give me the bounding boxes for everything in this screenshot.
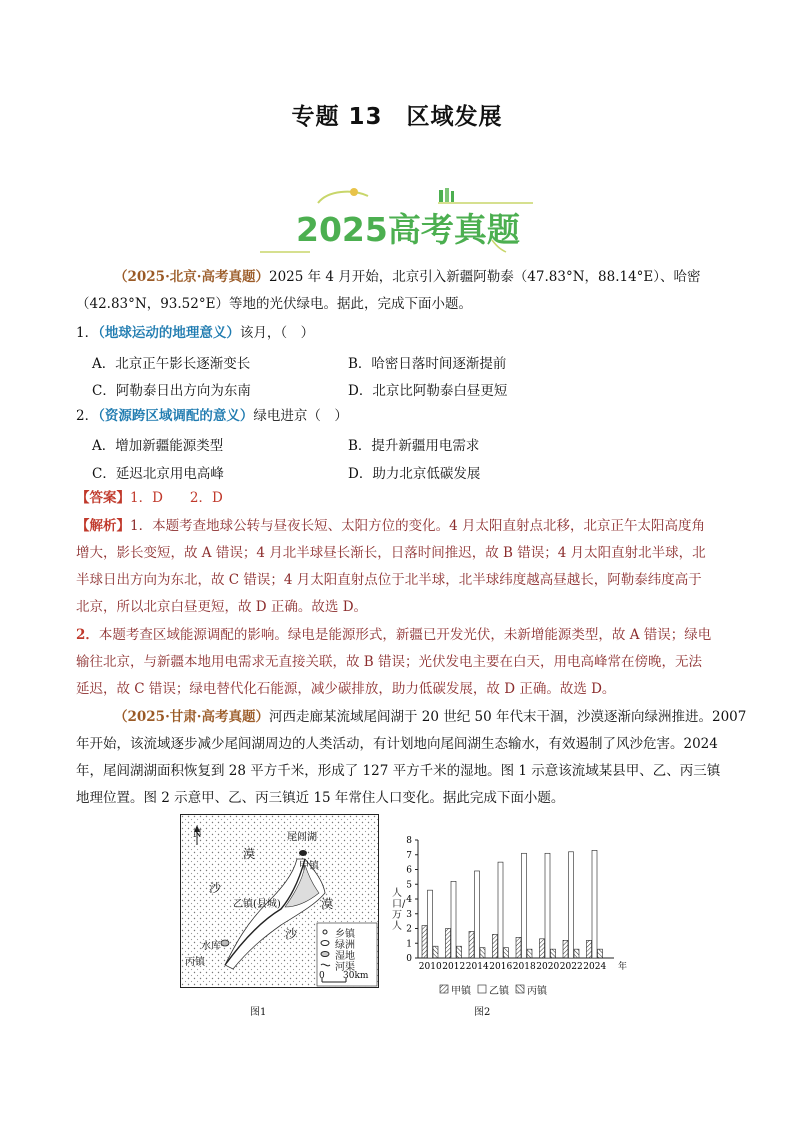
chart-legend-yi: 乙镇 <box>489 986 509 997</box>
chart-x-tick-label: 2014 <box>465 962 489 972</box>
figure1-map <box>180 814 379 988</box>
bar-yi <box>428 890 433 958</box>
bar-yi <box>592 850 597 958</box>
bar-bing <box>598 949 603 958</box>
map-scale-zero: 0 <box>319 971 325 981</box>
bar-bing <box>551 949 556 958</box>
bar-jia <box>587 940 592 958</box>
chart-x-tick-label: 2010 <box>418 962 442 972</box>
map-legend-town: 乡镇 <box>335 929 355 940</box>
q1-tag: （地球运动的地理意义） <box>98 325 240 341</box>
passage2-line4: 地理位置。图 2 示意甲、乙、丙三镇近 15 年常住人口变化。据此完成下面小题。 <box>76 790 565 806</box>
chart-y-tick-label: 2 <box>406 924 412 935</box>
chart-x-tick-label: 2020 <box>536 962 560 972</box>
map-legend-wetland: 湿地 <box>335 951 355 962</box>
chart-y-tick-label: 6 <box>406 865 412 876</box>
chart-y-tick-label: 7 <box>406 850 412 861</box>
q2-option-b: B．提升新疆用电需求 <box>348 438 480 454</box>
q1-option-c: C．阿勒泰日出方向为东南 <box>92 383 251 399</box>
map-legend-oasis: 绿洲 <box>335 940 355 951</box>
chart-y-tick-label: 0 <box>406 954 412 964</box>
bar-yi <box>569 852 574 958</box>
bar-jia <box>469 931 474 958</box>
q2-tag: （资源跨区域调配的意义） <box>98 408 254 424</box>
banner-text: 2025高考真题 <box>296 210 520 249</box>
q2-option-a: A．增加新疆能源类型 <box>92 438 224 454</box>
analysis-line4: 北京，所以北京白昼更短，故 D 正确。故选 D。 <box>76 599 368 615</box>
answer-label: 【答案】 <box>76 490 130 506</box>
analysis-num-2: 2． <box>76 627 99 643</box>
analysis-line6: 输往北京，与新疆本地用电需求无直接关联，故 B 错误；光伏发电主要在白天，用电高峰常在傍晚，无法 <box>76 654 703 670</box>
q1-option-b: B．哈密日落时间逐渐提前 <box>348 356 507 372</box>
bar-bing <box>457 946 462 958</box>
map-desert-label-4: 沙 <box>285 927 298 941</box>
bar-bing <box>504 948 509 958</box>
chart-x-tick-label: 2018 <box>512 962 536 972</box>
chart-legend-swatch <box>478 985 486 993</box>
chart-y-tick-label: 5 <box>406 880 412 891</box>
question-2 <box>76 407 348 425</box>
map-desert-label-3: 漠 <box>321 897 334 911</box>
chart-legend-jia: 甲镇 <box>451 986 471 997</box>
analysis-line1 <box>76 517 705 535</box>
answer <box>76 489 223 507</box>
passage1-line1 <box>114 268 701 286</box>
question-1 <box>76 324 314 342</box>
chart-ylabel: 人口/万人 <box>392 888 406 932</box>
chart-x-tick-label: 2012 <box>442 962 466 972</box>
map-bing-label: 丙镇 <box>185 957 205 968</box>
chart-x-tick-label: 2016 <box>489 962 513 972</box>
reservoir-symbol <box>221 940 229 946</box>
map-desert-label-1: 漠 <box>243 847 256 861</box>
bar-bing <box>527 949 532 958</box>
analysis-line3: 半球日出方向为东北，故 C 错误；4 月太阳直射点位于北半球，北半球纬度越高昼越长，阿勒泰纬度高于 <box>76 572 702 588</box>
analysis-line2: 增大，影长变短，故 A 错误；4 月北半球昼长渐长，日落时间推迟，故 B 错误；4 月太阳直射北半球，北 <box>76 545 706 561</box>
chart-legend-swatch <box>440 985 448 993</box>
passage1-text: 2025 年 4 月开始，北京引入新疆阿勒泰（47.83°N，88.14°E）、哈密 <box>268 269 701 285</box>
figure2-caption: 图2 <box>474 1007 491 1018</box>
q2-number: 2． <box>76 408 99 424</box>
analysis-line5 <box>76 626 711 644</box>
bar-jia <box>493 934 498 958</box>
chart-legend-bing: 丙镇 <box>527 986 547 997</box>
q1-stem: 该月，（ ） <box>239 325 315 341</box>
bar-yi <box>522 853 527 958</box>
analysis-text-1: 1．本题考查地球公转与昼夜长短、太阳方位的变化。4 月太阳直射点北移，北京正午太阳高度角 <box>130 518 705 534</box>
map-yi-label: 乙镇(县城) <box>233 899 281 910</box>
bar-bing <box>433 946 438 958</box>
analysis-text-5: 本题考查区域能源调配的影响。绿电是能源形式，新疆已开发光伏，未新增能源类型，故 A 错误；绿电 <box>98 627 712 643</box>
map-scale-label: 30km <box>343 971 369 981</box>
q2-option-c: C．延迟北京用电高峰 <box>92 466 224 482</box>
chart-y-tick-label: 3 <box>406 909 412 920</box>
bar-bing <box>480 948 485 958</box>
q1-option-a: A．北京正午影长逐渐变长 <box>92 356 251 372</box>
bar-bing <box>574 949 579 958</box>
chart-y-tick-label: 8 <box>406 836 412 846</box>
page-title: 专题 13 区域发展 <box>291 104 503 130</box>
map-legend-canal: 河渠 <box>335 962 355 973</box>
figure2-chart <box>392 832 628 1008</box>
map-reservoir-label: 水库 <box>201 941 221 952</box>
bar-yi <box>475 871 480 958</box>
chart-x-tick-label: 2022 <box>559 962 583 972</box>
bar-yi <box>498 862 503 958</box>
q2-stem: 绿电进京（ ） <box>253 408 348 424</box>
map-lake-label: 尾闾湖 <box>287 832 317 843</box>
passage2-line1 <box>114 708 746 726</box>
bar-jia <box>516 937 521 958</box>
chart-legend-swatch <box>516 985 524 993</box>
section-banner <box>258 182 538 257</box>
bar-yi <box>451 881 456 958</box>
passage2-line2: 年开始，该流域逐步减少尾闾湖周边的人类活动，有计划地向尾闾湖生态输水，有效遏制了风沙危害。2024 <box>76 736 718 752</box>
passage2-source: （2025·甘肃·高考真题） <box>114 709 269 725</box>
bar-yi <box>545 853 550 958</box>
q2-option-d: D．助力北京低碳发展 <box>348 466 481 482</box>
analysis-label: 【解析】 <box>76 518 130 534</box>
passage1-source: （2025·北京·高考真题） <box>114 269 269 285</box>
bar-jia <box>563 940 568 958</box>
chart-xlabel: 年 <box>618 962 628 972</box>
analysis-line7: 延迟，故 C 错误；绿电替代化石能源，减少碳排放，助力低碳发展，故 D 正确。故选 D。 <box>76 681 616 697</box>
passage2-line3: 年，尾闾湖湖面积恢复到 28 平方千米，形成了 127 平方千米的湿地。图 1 示意该流域某县甲、乙、丙三镇 <box>76 763 721 779</box>
chart-y-tick-label: 4 <box>406 895 412 905</box>
bar-jia <box>422 926 427 958</box>
answer-text: 1．D 2．D <box>130 490 223 506</box>
figure1-caption: 图1 <box>250 1007 267 1018</box>
chart-x-tick-label: 2024 <box>583 962 607 972</box>
bar-jia <box>446 929 451 959</box>
q1-number: 1． <box>76 325 99 341</box>
lake-symbol <box>299 850 307 856</box>
passage2-text-1: 河西走廊某流域尾闾湖于 20 世纪 50 年代末干涸，沙漠逐渐向绿洲推进。2007 <box>268 709 747 725</box>
passage1-line2: （42.83°N，93.52°E）等地的光伏绿电。据此，完成下面小题。 <box>76 296 472 312</box>
map-desert-label-2: 沙 <box>209 881 222 895</box>
map-north-label: N <box>193 829 202 840</box>
map-jia-label: 甲镇 <box>299 861 319 872</box>
chart-y-tick-label: 1 <box>406 939 412 950</box>
q1-option-d: D．北京比阿勒泰白昼更短 <box>348 383 508 399</box>
bar-jia <box>540 939 545 958</box>
